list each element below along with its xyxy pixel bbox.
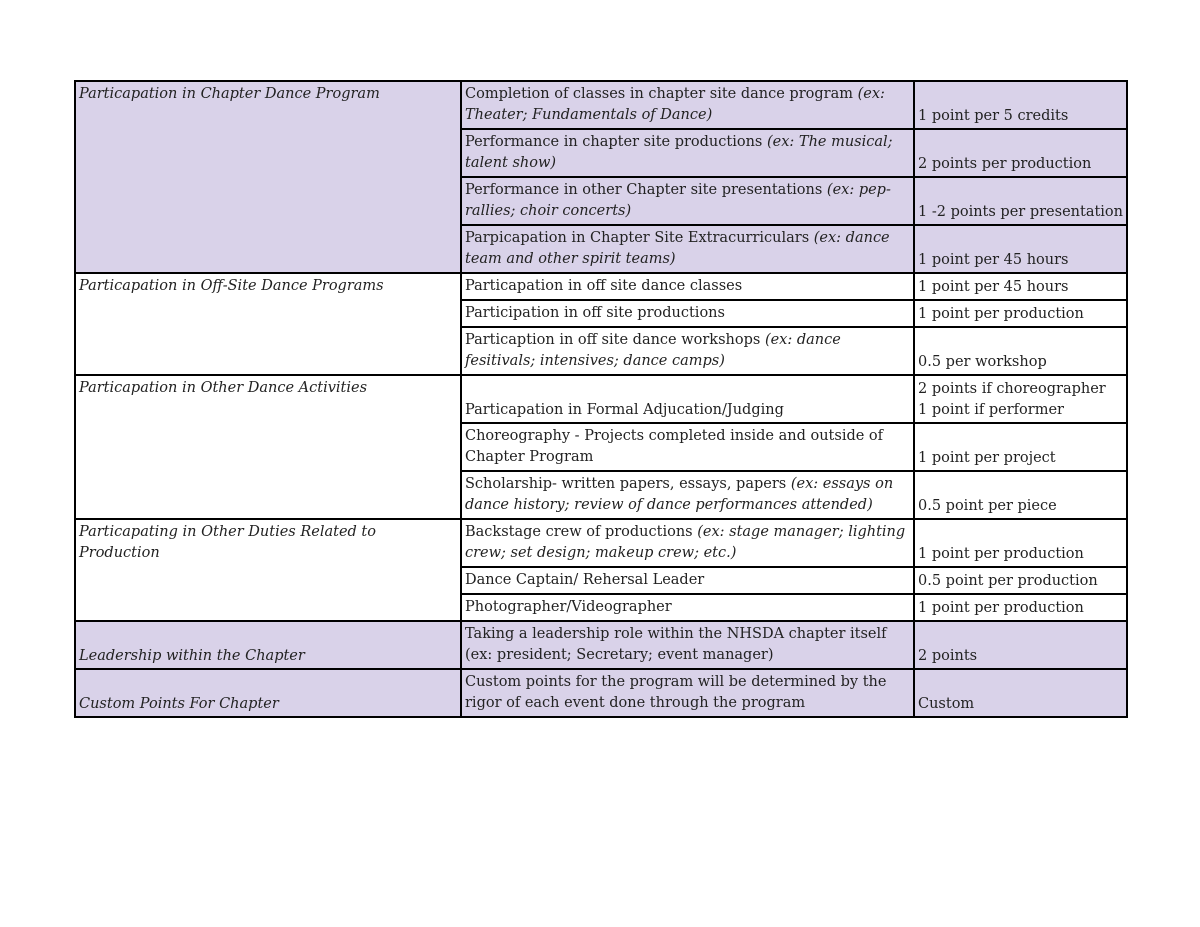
activity-text: Performance in other Chapter site presentations xyxy=(465,182,827,198)
activity-text: Parpicapation in Chapter Site Extracurriculars xyxy=(465,230,814,246)
points-cell: Custom xyxy=(914,669,1127,717)
example-text: (ex: dance team and other spirit teams) xyxy=(465,230,890,267)
activity-cell: Participation in off site productions xyxy=(461,300,914,327)
points-cell: 2 points xyxy=(914,621,1127,669)
table-row xyxy=(75,81,1127,129)
points-cell: 1 point per production xyxy=(914,519,1127,567)
example-text: (ex: Theater; Fundamentals of Dance) xyxy=(465,86,885,123)
activity-cell: Dance Captain/ Rehersal Leader xyxy=(461,567,914,594)
points-cell: 0.5 per workshop xyxy=(914,327,1127,375)
points-cell: 2 points per production xyxy=(914,129,1127,177)
category-cell: Particapation in Other Dance Activities xyxy=(75,375,461,519)
activity-cell xyxy=(461,471,914,519)
activity-text: Scholarship- written papers, essays, papers xyxy=(465,476,791,492)
table-row xyxy=(75,669,1127,717)
activity-cell xyxy=(461,129,914,177)
points-cell: 0.5 point per piece xyxy=(914,471,1127,519)
points-cell: 1 point per 45 hours xyxy=(914,273,1127,300)
points-cell: 1 point per project xyxy=(914,423,1127,471)
activity-cell: Choreography - Projects completed inside and outside of Chapter Program xyxy=(461,423,914,471)
points-table xyxy=(74,80,1128,718)
activity-cell: Photographer/Videographer xyxy=(461,594,914,621)
activity-text: Performance in chapter site productions xyxy=(465,134,767,150)
example-text: (ex: The musical; talent show) xyxy=(465,134,893,171)
activity-cell: Particapation in Formal Adjucation/Judging xyxy=(461,375,914,423)
category-cell: Leadership within the Chapter xyxy=(75,621,461,669)
activity-text: Particaption in off site dance workshops xyxy=(465,332,765,348)
points-cell: 1 point per production xyxy=(914,594,1127,621)
activity-text: Completion of classes in chapter site dance program xyxy=(465,86,858,102)
table-row xyxy=(75,519,1127,567)
example-text: (ex: dance fesitivals; intensives; dance camps) xyxy=(465,332,841,369)
activity-cell xyxy=(461,519,914,567)
points-cell: 1 point per 45 hours xyxy=(914,225,1127,273)
points-cell: 2 points if choreographer 1 point if performer xyxy=(914,375,1127,423)
activity-cell: Custom points for the program will be determined by the rigor of each event done through the program xyxy=(461,669,914,717)
activity-cell xyxy=(461,177,914,225)
activity-cell xyxy=(461,327,914,375)
category-cell: Particapation in Off-Site Dance Programs xyxy=(75,273,461,375)
table-row xyxy=(75,273,1127,300)
example-text: (ex: stage manager; lighting crew; set design; makeup crew; etc.) xyxy=(465,524,906,561)
points-cell: 1 -2 points per presentation xyxy=(914,177,1127,225)
example-text: (ex: essays on dance history; review of dance performances attended) xyxy=(465,476,894,513)
table-row xyxy=(75,375,1127,423)
category-cell: Particapation in Chapter Dance Program xyxy=(75,81,461,273)
activity-cell: Particapation in off site dance classes xyxy=(461,273,914,300)
activity-cell: Taking a leadership role within the NHSDA chapter itself (ex: president; Secretary; event manager) xyxy=(461,621,914,669)
points-cell: 1 point per 5 credits xyxy=(914,81,1127,129)
activity-cell xyxy=(461,81,914,129)
activity-text: Backstage crew of productions xyxy=(465,524,698,540)
points-cell: 1 point per production xyxy=(914,300,1127,327)
category-cell: Custom Points For Chapter xyxy=(75,669,461,717)
table-row xyxy=(75,621,1127,669)
category-cell: Particapating in Other Duties Related to Production xyxy=(75,519,461,621)
activity-cell xyxy=(461,225,914,273)
example-text: (ex: pep-rallies; choir concerts) xyxy=(465,182,891,219)
points-cell: 0.5 point per production xyxy=(914,567,1127,594)
